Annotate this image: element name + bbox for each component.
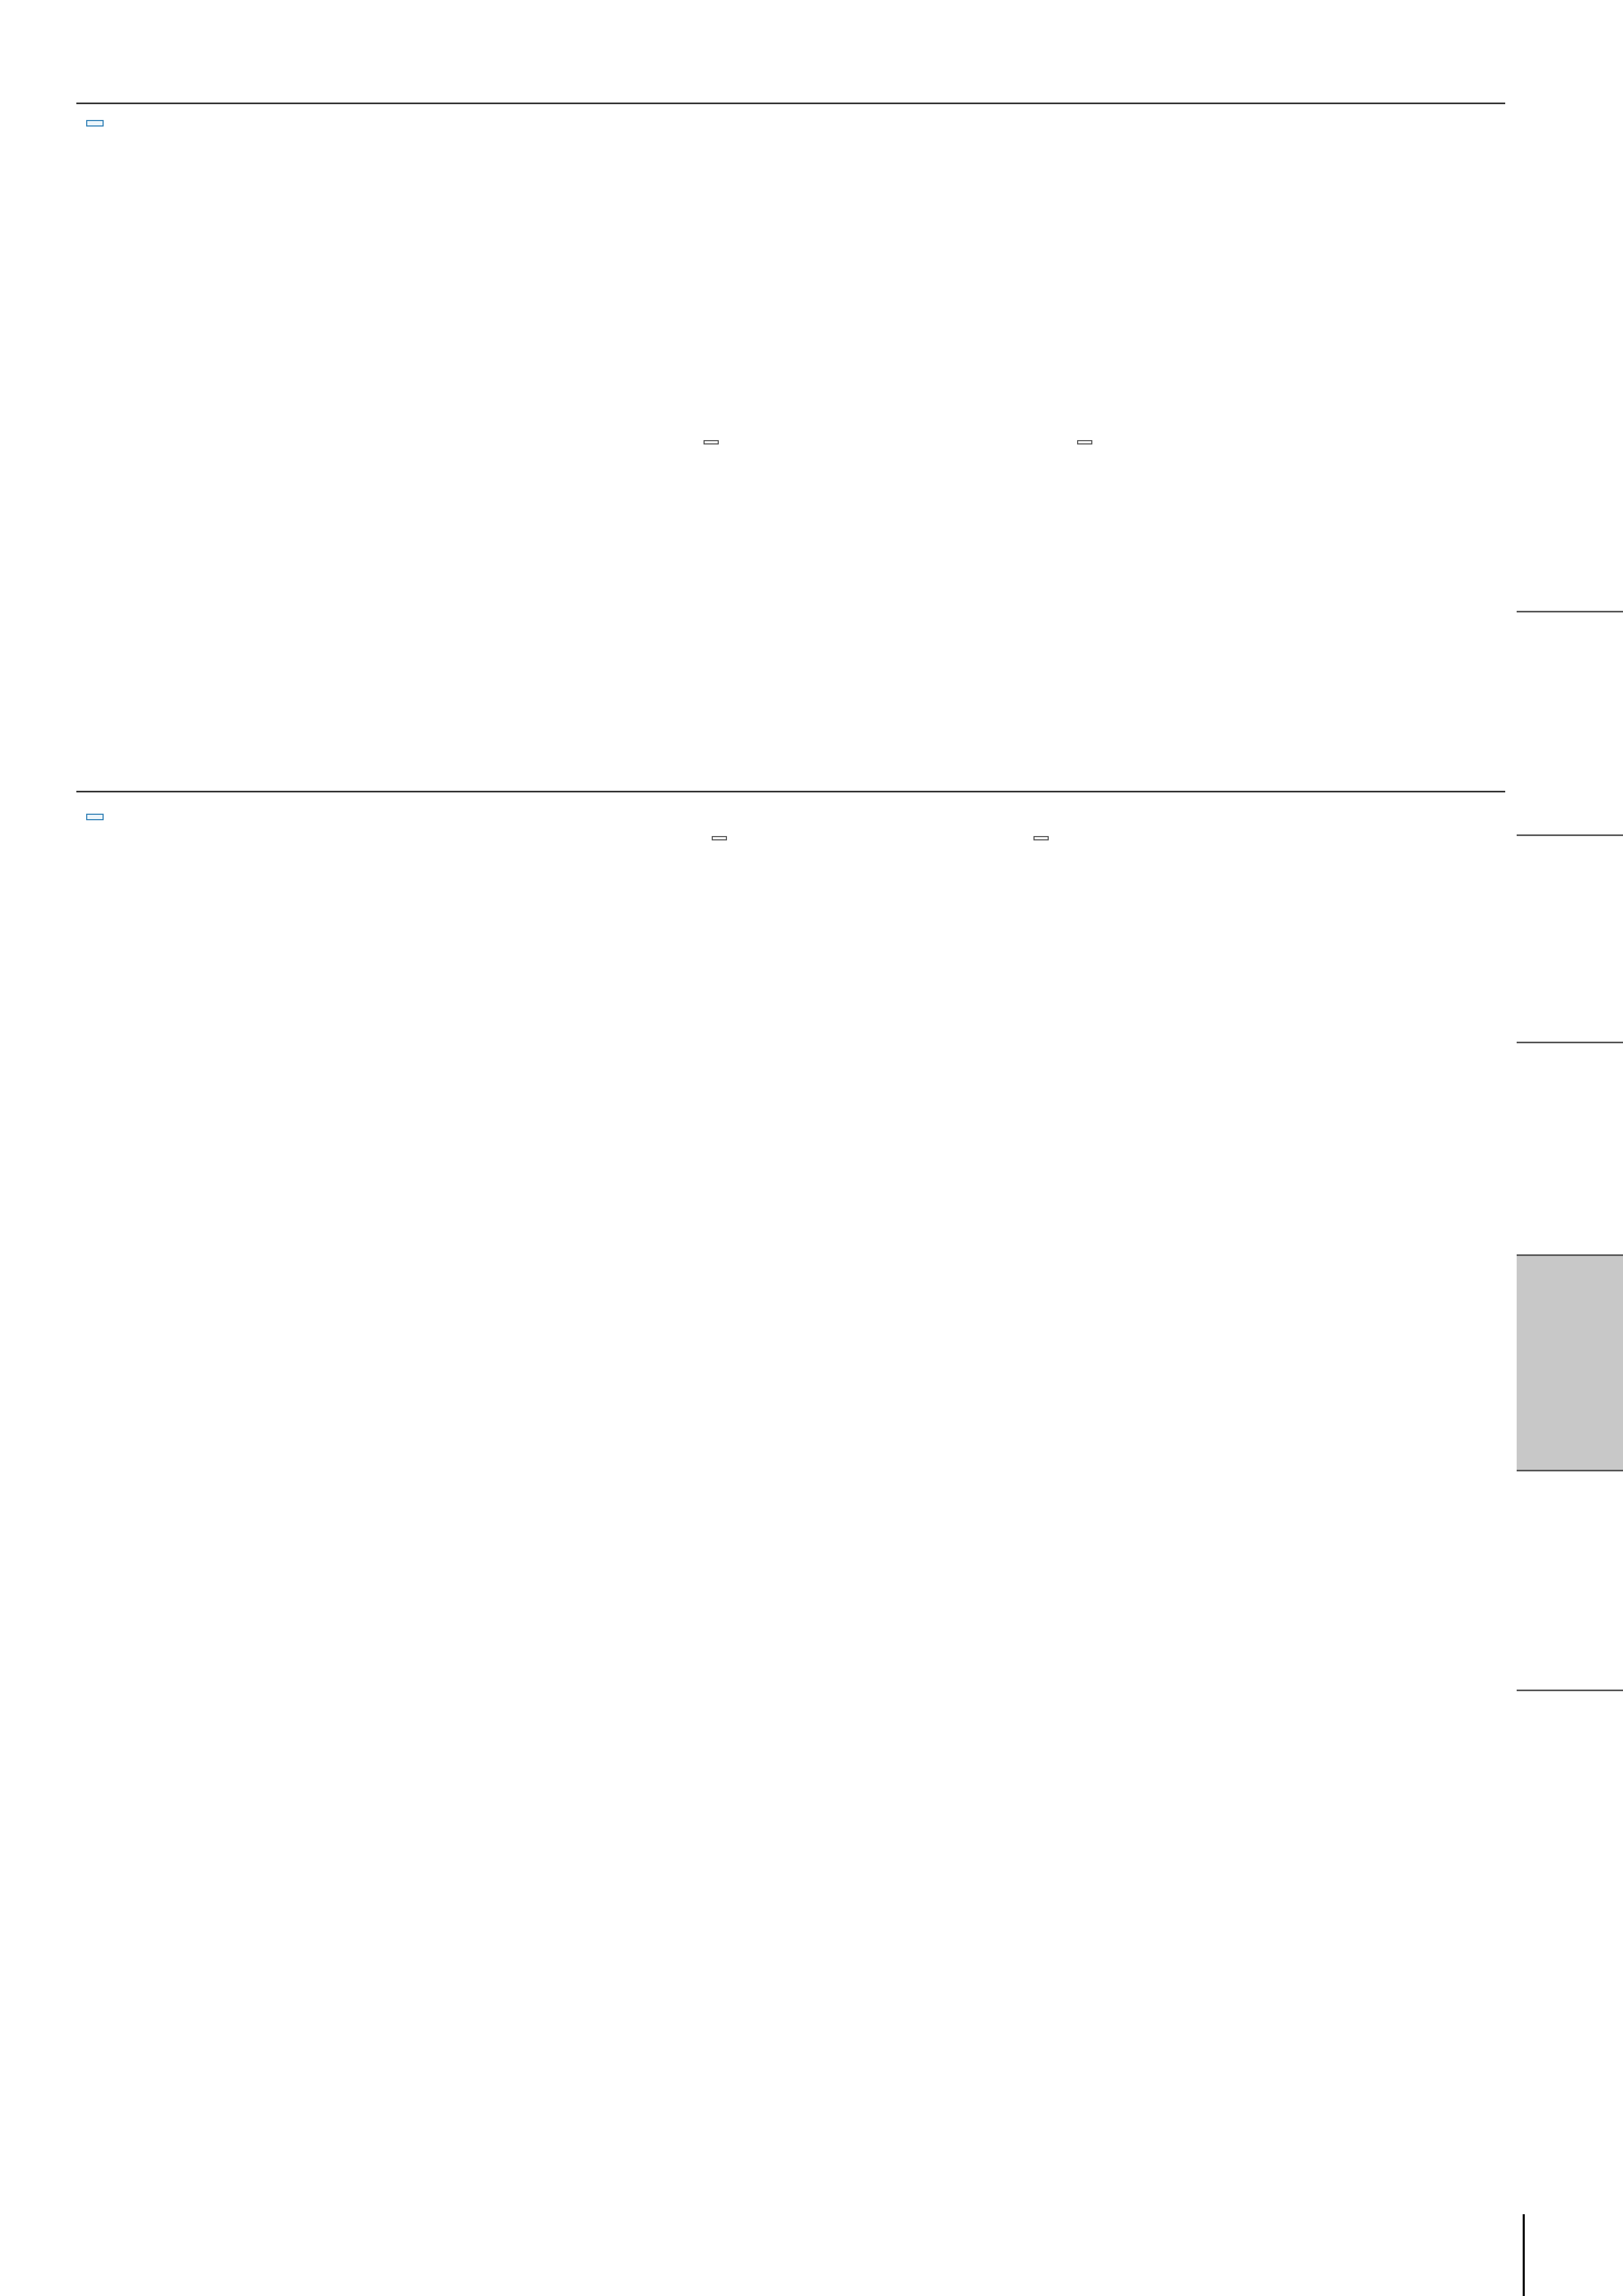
section2-rule xyxy=(76,791,1505,792)
section1-rule xyxy=(76,103,1505,104)
side-tab-wind-46-snow-100[interactable] xyxy=(1517,611,1623,836)
side-tab-options[interactable] xyxy=(1517,1254,1623,1471)
side-tab-foundation[interactable] xyxy=(1517,1470,1623,1691)
s1-table-b xyxy=(1077,436,1092,447)
s1-table-a xyxy=(704,436,719,447)
s2-table-a xyxy=(712,832,727,843)
s2-table-b xyxy=(1033,832,1049,843)
s2-table-a-title xyxy=(712,836,727,840)
side-tab-wind-62-snow-100[interactable] xyxy=(1517,834,1623,1043)
side-tab-wind-46-snow-150[interactable] xyxy=(1517,1042,1623,1256)
section1-spec-tag xyxy=(86,120,104,127)
s1-table-a-title xyxy=(704,440,719,444)
section2-spec-tag xyxy=(86,814,104,820)
s2-table-b-title xyxy=(1033,836,1049,840)
page-number-bar xyxy=(1523,2214,1525,2296)
s1-table-b-title xyxy=(1077,440,1092,444)
